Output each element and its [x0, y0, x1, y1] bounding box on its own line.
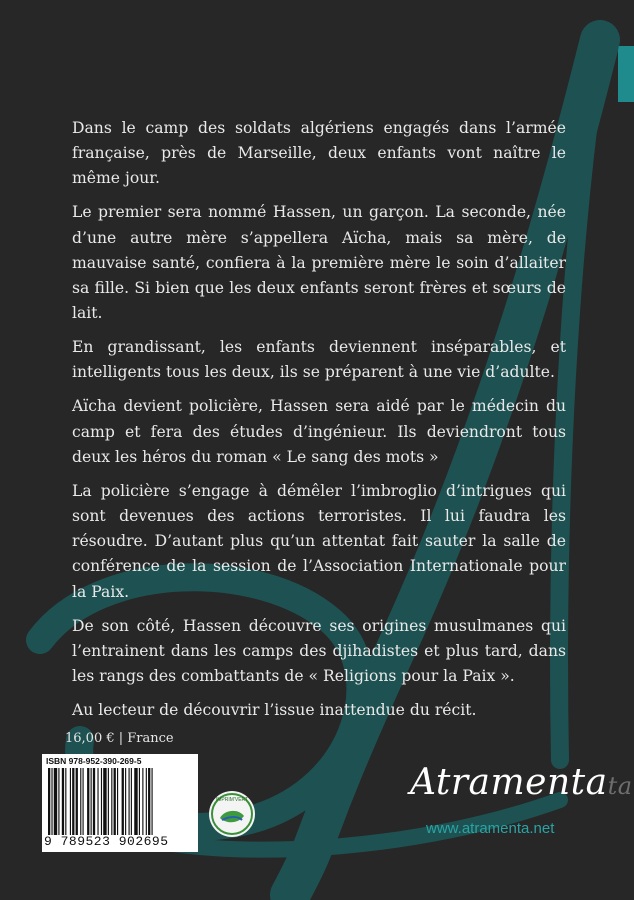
- barcode-bar: [142, 768, 143, 835]
- publisher-name: Atramenta: [410, 762, 608, 803]
- barcode-bar: [129, 768, 130, 835]
- barcode-bar: [117, 768, 118, 835]
- blurb-paragraph-4: Aïcha devient policière, Hassen sera aidé par le médecin du camp et fera des études d’ingénieur. Ils deviendront tous deux les héros du roman « Le sang des mots »: [72, 397, 566, 466]
- barcode-bar: [131, 768, 132, 835]
- barcode-bar: [114, 768, 116, 835]
- barcode-bar: [101, 768, 102, 835]
- barcode-bar: [62, 768, 64, 835]
- publisher-ghost-suffix: ta: [607, 772, 633, 800]
- blurb-paragraph-7: Au lecteur de découvrir l’issue inattendue du récit.: [72, 701, 477, 720]
- website-link[interactable]: www.atramenta.net: [426, 820, 555, 837]
- barcode: [42, 754, 198, 852]
- barcode-bar: [103, 768, 106, 835]
- barcode-bar: [58, 768, 59, 835]
- barcode-bar: [139, 768, 140, 835]
- imprim-vert-logo-icon: [208, 790, 256, 838]
- publisher-logo: [410, 762, 633, 803]
- barcode-bar: [148, 768, 150, 835]
- barcode-bar: [87, 768, 89, 835]
- barcode-bar: [134, 768, 137, 835]
- barcode-bars-icon: [46, 768, 194, 835]
- barcode-bar: [51, 768, 52, 835]
- barcode-bar: [83, 768, 84, 835]
- barcode-bar: [122, 768, 124, 835]
- blurb-paragraph-6: De son côté, Hassen découvre ses origines musulmanes qui l’entrainent dans les camps des djihadistes et plus tard, dans les rangs des combattants de « Religions pour la Paix ».: [72, 616, 566, 686]
- blurb-paragraph-2: Le premier sera nommé Hassen, un garçon. La seconde, née d’une autre mère s’appellera Aïcha, mais sa mère, de mauvaise santé, confiera à la première mère le soin d’allaiter sa fille. Si bien que les deux enfants seront frères et sœurs de lait.: [72, 203, 566, 323]
- barcode-bar: [108, 768, 109, 835]
- price-label: 16,00 € | France: [65, 731, 174, 746]
- isbn-digits: 9 789523 902695: [44, 834, 169, 849]
- blurb-paragraph-3: En grandissant, les enfants deviennent inséparables, et intelligents tous les deux, ils se préparent à une vie d’adulte.: [72, 338, 566, 382]
- back-cover-blurb: [72, 116, 566, 732]
- barcode-bar: [93, 768, 95, 835]
- barcode-bar: [70, 768, 71, 835]
- barcode-bar: [91, 768, 92, 835]
- barcode-bar: [97, 768, 98, 835]
- barcode-bar: [65, 768, 66, 835]
- barcode-bar: [72, 768, 74, 835]
- barcode-bar: [54, 768, 57, 835]
- blurb-paragraph-5: La policière s’engage à démêler l’imbroglio d’intrigues qui sont devenues des actions terroristes. Il lui faudra les résoudre. D’autant plus qu’un attentat fait sauter la salle de conférence de la session de l’Association Internationale pour la Paix.: [72, 481, 566, 601]
- barcode-bar: [111, 768, 112, 835]
- barcode-bar: [152, 768, 153, 835]
- barcode-bar: [80, 768, 81, 835]
- barcode-bar: [76, 768, 78, 835]
- isbn-label: ISBN 978-952-390-269-5: [46, 756, 142, 766]
- imprim-vert-logo-text: IMPRIM'VERT: [215, 797, 249, 803]
- barcode-bar: [146, 768, 147, 835]
- barcode-bar: [125, 768, 126, 835]
- blurb-paragraph-1: Dans le camp des soldats algériens engagés dans l’armée française, près de Marseille, deux enfants vont naître le même jour.: [72, 119, 566, 188]
- barcode-bar: [48, 768, 50, 835]
